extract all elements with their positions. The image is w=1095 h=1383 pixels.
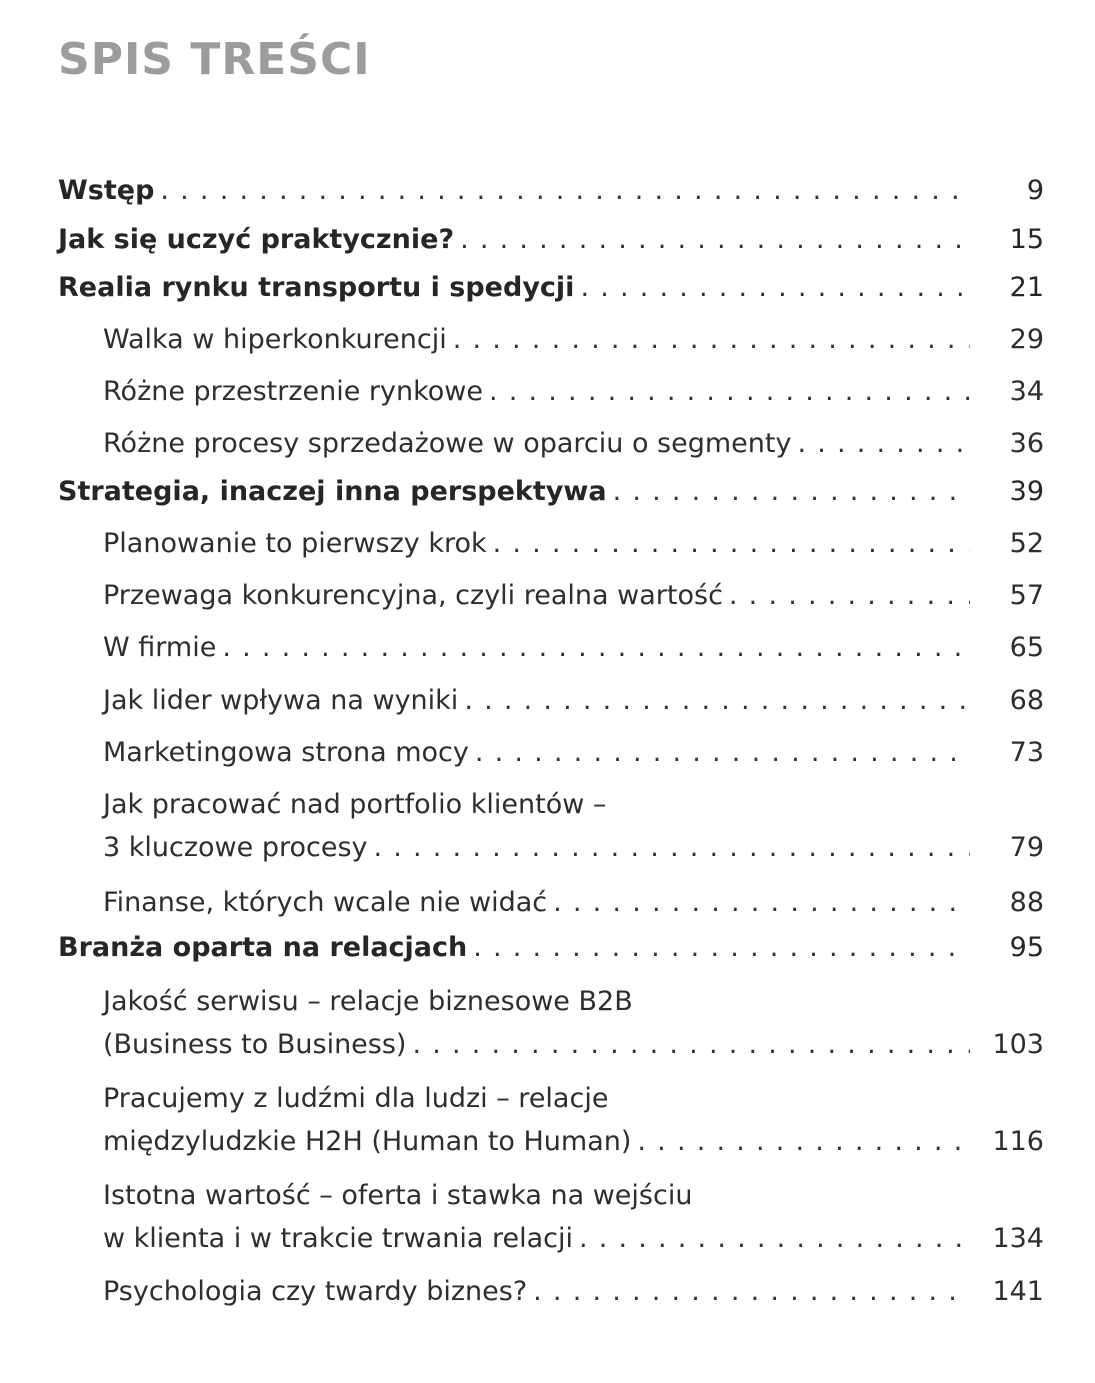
toc-entry-title: Strategia, inaczej inna perspektywa (58, 476, 607, 507)
toc-entry-title: Jak lider wpływa na wyniki (103, 685, 459, 716)
toc-page-number: 36 (1009, 428, 1044, 459)
toc-entry (58, 266, 1044, 309)
toc-page-number: 21 (1009, 272, 1044, 303)
toc-page-number: 57 (1009, 580, 1044, 611)
toc-entry (103, 1077, 1044, 1163)
toc-dot-leader (487, 522, 970, 565)
toc-entry (103, 626, 1044, 669)
toc-dot-leader (216, 626, 970, 669)
toc-entry (103, 370, 1044, 413)
toc-entry-title-line1: Istotna wartość – oferta i stawka na wejściu (103, 1180, 693, 1211)
toc-entry-title-line2: w klienta i w trakcie trwania relacji (103, 1223, 573, 1254)
toc-entry (103, 522, 1044, 565)
toc-entry (58, 470, 1044, 513)
toc-entry (58, 169, 1044, 212)
toc-dot-leader (368, 826, 971, 869)
toc-page-number: 34 (1009, 376, 1044, 407)
toc-entry-line2 (103, 1217, 1044, 1260)
toc-dot-leader (406, 1023, 970, 1066)
toc-entry-title-line2: międzyludzkie H2H (Human to Human) (103, 1126, 632, 1157)
toc-entry-title: Różne procesy sprzedażowe w oparciu o segmenty (103, 428, 792, 459)
toc-page-number: 79 (1009, 832, 1044, 863)
toc-page-number: 88 (1009, 887, 1044, 918)
toc-entry-title: Walka w hiperkonkurencji (103, 324, 447, 355)
toc-dot-leader (469, 731, 970, 774)
toc-entry (103, 679, 1044, 722)
toc-entry-title: Jak się uczyć praktycznie? (58, 224, 455, 255)
toc-page-number: 95 (1009, 932, 1044, 963)
toc-entry-title-line2: 3 kluczowe procesy (103, 832, 368, 863)
toc-entry-title-line1: Pracujemy z ludźmi dla ludzi – relacje (103, 1083, 609, 1114)
toc-dot-leader (454, 218, 970, 261)
toc-page-number: 68 (1009, 685, 1044, 716)
toc-dot-leader (631, 1120, 970, 1163)
toc-entry-title: Psychologia czy twardy biznes? (103, 1276, 528, 1307)
toc-entry-line2 (103, 1120, 1044, 1163)
toc-entry (103, 731, 1044, 774)
toc-entry-title: Branża oparta na relacjach (58, 932, 468, 963)
toc-entry (103, 422, 1044, 465)
toc-dot-leader (547, 881, 970, 924)
toc-page-number: 29 (1009, 324, 1044, 355)
toc-dot-leader (483, 370, 970, 413)
toc-entry (58, 926, 1044, 969)
toc-entry (103, 1270, 1044, 1313)
toc-dot-leader (527, 1270, 970, 1313)
toc-entry (103, 1174, 1044, 1260)
toc-page-number: 134 (992, 1223, 1044, 1254)
toc-dot-leader (458, 679, 970, 722)
toc-entry (103, 881, 1044, 924)
toc-page-number: 116 (992, 1126, 1044, 1157)
toc-entry (103, 574, 1044, 617)
toc-entry-title: Realia rynku transportu i spedycji (58, 272, 575, 303)
toc-entry-title-line2: (Business to Business) (103, 1029, 407, 1060)
page-title: SPIS TREŚCI (58, 34, 371, 85)
toc-dot-leader (573, 1217, 970, 1260)
toc-dot-leader (154, 169, 970, 212)
toc-entry-title: Finanse, których wcale nie widać (103, 887, 548, 918)
toc-entry-title: Planowanie to pierwszy krok (103, 528, 487, 559)
toc-entry-line2 (103, 826, 1044, 869)
toc-page-number: 141 (992, 1276, 1044, 1307)
toc-entry-title: Przewaga konkurencyjna, czyli realna wartość (103, 580, 723, 611)
toc-page-number: 9 (1026, 175, 1044, 206)
toc-page-number: 15 (1009, 224, 1044, 255)
toc-entry-title-line1: Jak pracować nad portfolio klientów – (103, 789, 607, 820)
toc-entry (103, 980, 1044, 1066)
toc-dot-leader (574, 266, 970, 309)
toc-entry-title: Różne przestrzenie rynkowe (103, 376, 483, 407)
toc-entry-title: W firmie (103, 632, 217, 663)
toc-entry (103, 318, 1044, 361)
toc-dot-leader (607, 470, 970, 513)
toc-entry-title-line1: Jakość serwisu – relacje biznesowe B2B (103, 986, 633, 1017)
toc-dot-leader (447, 318, 970, 361)
toc-entry (58, 218, 1044, 261)
toc-entry-title: Wstęp (58, 175, 155, 206)
toc-page-number: 73 (1009, 737, 1044, 768)
toc-dot-leader (467, 926, 970, 969)
toc-entry (103, 783, 1044, 869)
toc-dot-leader (791, 422, 970, 465)
toc-page-number: 65 (1009, 632, 1044, 663)
toc-entry-line2 (103, 1023, 1044, 1066)
toc-page-number: 39 (1009, 476, 1044, 507)
toc-entry-title: Marketingowa strona mocy (103, 737, 469, 768)
toc-page-number: 103 (992, 1029, 1044, 1060)
toc-page-number: 52 (1009, 528, 1044, 559)
toc-dot-leader (723, 574, 970, 617)
